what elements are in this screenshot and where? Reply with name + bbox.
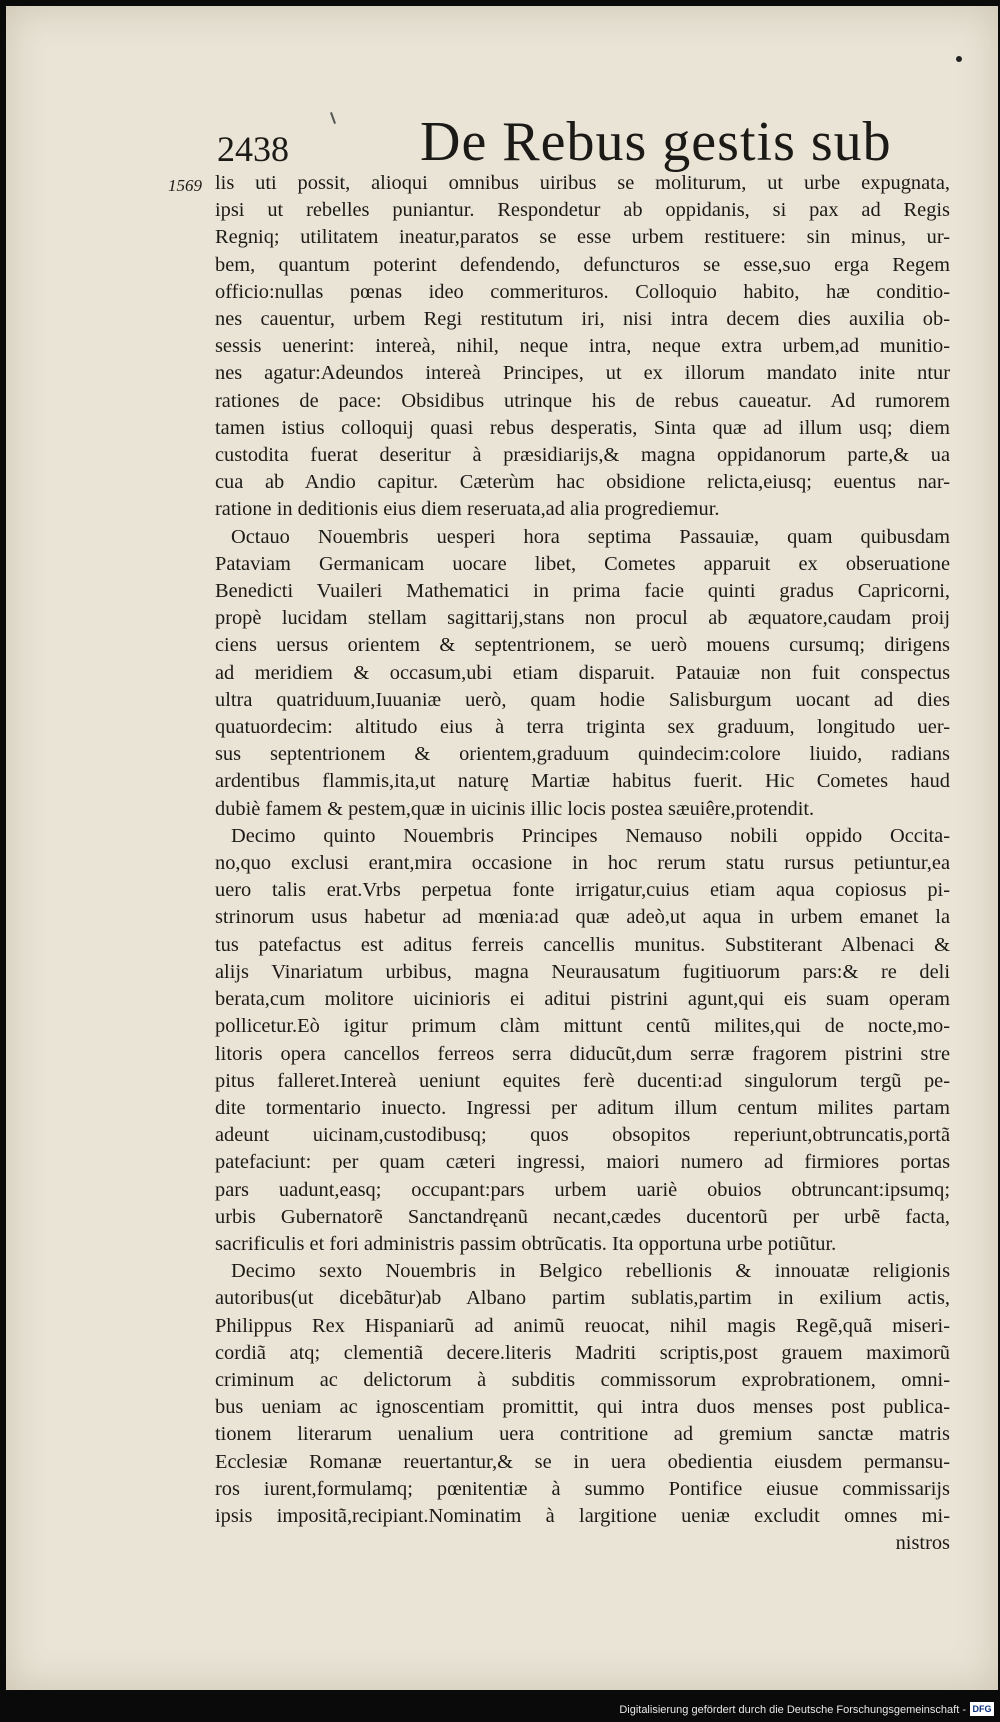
text-line: ratione in deditionis eius diem reseruata,ad alia progrediemur. (215, 498, 720, 521)
text-line: no,quo exclusi erant,mira occasione in hoc rerum statu rursus petiuntur,ea (215, 852, 950, 875)
text-line: ipsis impositã,recipiant.Nominatim à largitione ueniæ excludit omnes mi- (215, 1504, 950, 1527)
running-head: De Rebus gestis sub (420, 111, 892, 173)
text-line: patefaciunt: per quam cæteri ingressi, maiori numero ad firmiores portas (215, 1151, 950, 1174)
text-line: tus patefactus est aditus ferreis cancellis munitus. Substiterant Albenaci & (215, 933, 950, 956)
text-line: dubiè famem & pestem,quæ in uicinis illic locis postea sæuiêre,protendit. (215, 797, 815, 820)
text-line: nes agatur:Adeundos intereà Principes, ut ex illorum mandato inite ntur (215, 362, 950, 385)
text-line: lis uti possit, alioqui omnibus uiribus se moliturum, ut urbe expugnata, (215, 172, 950, 194)
text-line: Benedicti Vuaileri Mathematici in prima facie quinti gradus Capricorni, (215, 580, 950, 603)
text-line: ciens uersus orientem & septentrionem, se uerò mouens cursumq; dirigens (215, 634, 950, 657)
dfg-logo: DFG (970, 1702, 994, 1716)
ink-mark (330, 112, 336, 124)
text-line: alijs Vinariatum urbibus, magna Neurausatum fugitiuorum pars:& re deli (215, 960, 950, 983)
text-line: tamen istius colloquij quasi rebus desperatis, Sinta quæ ad illum usq; diem (215, 416, 950, 439)
text-line: Octauo Nouembris uesperi hora septima Passauiæ, quam quibusdam (231, 525, 950, 548)
text-line: uero talis erat.Vrbs perpetua fonte irrigatur,cuius etiam aqua copiosus pi- (215, 879, 950, 902)
text-line: custodita fuerat deseritur à præsidiarijs,& magna oppidanorum parte,& ua (215, 444, 950, 467)
text-line: ros iurent,formulamq; pœnitentiæ à summo Pontifice eiusue commissarijs (215, 1477, 950, 1500)
text-line: bus ueniam ac ignoscentiam promittit, qui intra duos menses post publica- (215, 1396, 950, 1419)
text-line: dite tormentario inuecto. Ingressi per aditum illum centum milites partam (215, 1096, 950, 1119)
text-line: sus septentrionem & orientem,graduum quindecim:colore liuido, radians (215, 743, 950, 766)
text-line: ad meridiem & occasum,ubi etiam disparuit. Patauiæ non fuit conspectus (215, 661, 950, 684)
text-line: pitus falleret.Intereà ueniunt equites ferè ducenti:ad singulorum tergũ pe- (215, 1069, 950, 1092)
text-line: officio:nullas pœnas ideo commerituros. Colloquio habito, hæ conditio- (215, 280, 950, 303)
text-line: adeunt uicinam,custodibusq; quos obsopitos reperiunt,obtruncatis,portã (215, 1124, 950, 1147)
text-line: sacrificulis et fori administris passim obtrũcatis. Ita opportuna urbe potiũtur. (215, 1232, 837, 1255)
text-line: Regniq; utilitatem ineatur,paratos se esse urbem restituere: sin minus, ur- (215, 226, 950, 249)
text-line: strinorum usus habetur ad mœnia:ad quæ adeò,ut aqua in urbem emanet la (215, 906, 950, 929)
text-line: litoris opera cancellos ferreos serra diducũt,dum serræ fragorem pistrini stre (215, 1042, 950, 1065)
text-line: ultra quatriduum,Iuuaniæ uerò, quam hodie Salisburgum uocant ad dies (215, 688, 950, 711)
ink-speck (956, 56, 962, 62)
funding-credit: Digitalisierung gefördert durch die Deutsche Forschungsgemeinschaft - (619, 1704, 966, 1716)
text-line: nes cauentur, urbem Regi restitutum iri, nisi intra decem dies auxilia ob- (215, 308, 950, 331)
text-line: pollicetur.Eò igitur primum clàm mittunt centũ milites,qui de nocte,mo- (215, 1015, 950, 1038)
text-line: Ecclesiæ Romanæ reuertantur,& se in uera obedientia eiusdem permansu- (215, 1450, 950, 1473)
body-text (215, 170, 950, 1557)
page-number: 2438 (217, 129, 289, 169)
text-line: sessis uenerint: intereà, nihil, neque intra, neque extra urbem,ad munitio- (215, 335, 950, 358)
text-line: cua ab Andio capitur. Cæterùm hac obsidione relicta,eiusq; euentus nar- (215, 471, 950, 494)
text-line: urbis Gubernatorẽ Sanctandręanũ necant,cædes ducentorũ per urbẽ facta, (215, 1205, 950, 1228)
margin-year: 1569 (168, 176, 202, 195)
text-line: Decimo quinto Nouembris Principes Nemauso nobili oppido Occita- (231, 824, 950, 847)
text-line: rationes de pace: Obsidibus utrinque his de rebus caueatur. Ad rumorem (215, 389, 950, 412)
text-line: autoribus(ut dicebãtur)ab Albano partim sublatis,partim in exilium actis, (215, 1287, 950, 1310)
text-line: Pataviam Germanicam uocare libet, Cometes apparuit ex obseruatione (215, 552, 950, 575)
text-line: nistros (895, 1532, 950, 1555)
text-line: Decimo sexto Nouembris in Belgico rebellionis & innouatæ religionis (231, 1260, 950, 1283)
text-line: ardentibus flammis,ita,ut naturę Martiæ habitus fuerit. Hic Cometes haud (215, 770, 950, 793)
text-line: cordiã atq; clementiã decere.literis Madriti scriptis,post grauem maximorũ (215, 1341, 950, 1364)
text-line: pars uadunt,easq; occupant:pars urbem uariè obuios obtruncant:ipsumq; (215, 1178, 950, 1201)
text-line: Philippus Rex Hispaniarũ ad animũ reuocat, nihil magis Regẽ,quã miseri- (215, 1314, 950, 1337)
text-line: quatuordecim: altitudo eius à terra triginta sex graduum, longitudo uer- (215, 716, 950, 739)
text-line: ipsi ut rebelles puniantur. Respondetur ab oppidanis, si pax ad Regis (215, 199, 950, 222)
text-line: tionem literarum uenalium uera contritione ad gremium sanctæ matris (215, 1423, 950, 1446)
text-line: propè lucidam stellam sagittarij,stans non procul ab æquatore,caudam proij (215, 607, 950, 630)
text-line: bem, quantum poterint defendendo, defuncturos se esse,suo erga Regem (215, 253, 950, 276)
text-line: berata,cum molitore uicinioris ei aditui pistrini agunt,qui eis suam operam (215, 988, 950, 1011)
text-line: criminum ac delictorum à subditis commissorum exprobrationem, omni- (215, 1368, 950, 1391)
